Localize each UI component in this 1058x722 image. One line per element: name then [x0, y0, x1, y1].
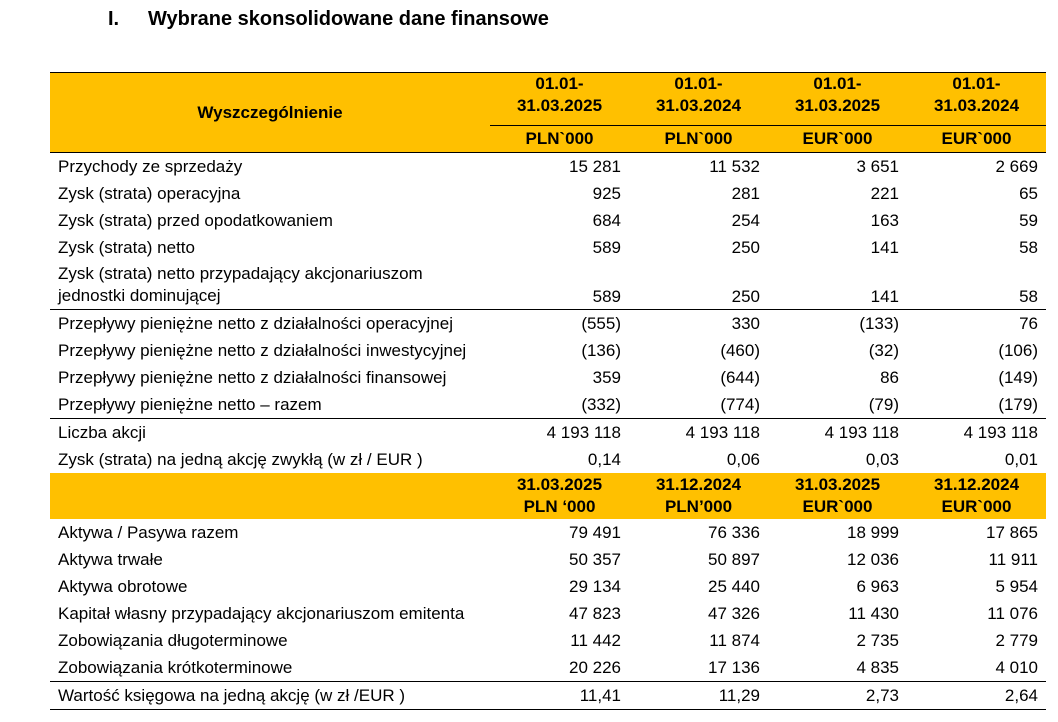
- subheader-date: 31.03.2025 EUR`000: [794, 475, 881, 516]
- table-row: [50, 153, 1046, 181]
- row-value: 11 442: [570, 630, 621, 650]
- row-value: (149): [998, 367, 1038, 387]
- table-row: [50, 310, 1046, 338]
- financial-data-table: [50, 72, 1046, 710]
- row-value: 589: [592, 287, 621, 306]
- row-value: 684: [592, 210, 621, 230]
- row-label: Kapitał własny przypadający akcjonariuszom emitenta: [58, 603, 465, 623]
- row-label: Wartość księgowa na jedną akcję (w zł /EUR ): [58, 685, 406, 705]
- table-row: [50, 600, 1046, 627]
- row-label: Przepływy pieniężne netto z działalności operacyjnej: [58, 313, 453, 333]
- row-value: (644): [720, 367, 760, 387]
- row-label: Zysk (strata) przed opodatkowaniem: [58, 210, 333, 230]
- column-unit: EUR`000: [768, 126, 907, 153]
- row-value: 47 823: [569, 603, 621, 623]
- row-value: (460): [720, 340, 760, 360]
- row-label: Liczba akcji: [58, 422, 146, 442]
- row-value: 250: [731, 287, 760, 306]
- table-row: [50, 391, 1046, 419]
- table-subheader-row: [50, 473, 1046, 519]
- row-value: 141: [870, 237, 899, 257]
- row-label: Zysk (strata) operacyjna: [58, 183, 241, 203]
- row-value: 141: [870, 287, 899, 306]
- row-value: 65: [1019, 183, 1038, 203]
- row-value: 11 532: [709, 156, 760, 176]
- row-value: 50 357: [569, 549, 621, 569]
- column-header-period: 01.01- 31.03.2025: [794, 74, 881, 115]
- row-value: 12 036: [847, 549, 899, 569]
- row-label: Zobowiązania krótkoterminowe: [58, 657, 293, 677]
- row-value: 11 911: [988, 549, 1038, 569]
- row-value: 3 651: [856, 156, 899, 176]
- column-unit: PLN`000: [629, 126, 768, 153]
- row-value: 4 193 118: [685, 422, 760, 442]
- row-value: 59: [1019, 210, 1038, 230]
- row-label: Zysk (strata) na jedną akcję zwykłą (w zł / EUR ): [58, 449, 423, 469]
- row-value: (133): [859, 313, 899, 333]
- table-row: [50, 364, 1046, 391]
- row-value: 925: [592, 183, 621, 203]
- column-header-period: 01.01- 31.03.2024: [933, 74, 1020, 115]
- row-label: Zysk (strata) netto: [58, 237, 195, 257]
- row-value: 0,03: [865, 449, 899, 469]
- row-value: 330: [731, 313, 760, 333]
- table-row: [50, 519, 1046, 546]
- row-value: 2,73: [865, 685, 899, 705]
- column-header-label: Wyszczególnienie: [197, 102, 343, 122]
- row-value: 11,29: [718, 685, 760, 705]
- table-row: [50, 546, 1046, 573]
- subheader-date: 31.12.2024 PLN’000: [655, 475, 742, 516]
- row-value: (106): [998, 340, 1038, 360]
- row-value: 5 954: [995, 576, 1038, 596]
- row-value: 11 076: [987, 603, 1038, 623]
- table-row: [50, 207, 1046, 234]
- table-row: [50, 337, 1046, 364]
- row-value: 254: [731, 210, 760, 230]
- row-value: (179): [998, 394, 1038, 414]
- section-heading: [108, 8, 549, 31]
- row-value: 0,14: [587, 449, 621, 469]
- row-label: Przychody ze sprzedaży: [58, 156, 243, 176]
- column-unit: PLN`000: [490, 126, 629, 153]
- row-label: Aktywa trwałe: [58, 549, 163, 569]
- table-row: [50, 573, 1046, 600]
- row-value: 281: [731, 183, 760, 203]
- table-header-row: [50, 73, 1046, 126]
- row-label: Zysk (strata) netto przypadający akcjonariuszom jednostki dominującej: [58, 264, 423, 305]
- row-value: 0,01: [1004, 449, 1038, 469]
- row-value: 47 326: [708, 603, 760, 623]
- row-value: 2 735: [856, 630, 899, 650]
- row-label: Przepływy pieniężne netto z działalności inwestycyjnej: [58, 340, 467, 360]
- row-value: 25 440: [708, 576, 760, 596]
- row-value: 17 865: [986, 522, 1038, 542]
- table-row: [50, 180, 1046, 207]
- section-number: I.: [108, 8, 120, 30]
- row-label: Aktywa / Pasywa razem: [58, 522, 239, 542]
- row-value: 17 136: [708, 657, 760, 677]
- table-row: [50, 627, 1046, 654]
- row-value: 4 193 118: [824, 422, 899, 442]
- row-value: 15 281: [569, 156, 621, 176]
- subheader-date: 31.12.2024 EUR`000: [933, 475, 1020, 516]
- column-unit: EUR`000: [907, 126, 1046, 153]
- row-value: 4 193 118: [546, 422, 621, 442]
- table-row: [50, 446, 1046, 473]
- row-value: 79 491: [569, 522, 621, 542]
- row-value: 2 669: [995, 156, 1038, 176]
- row-value: 163: [870, 210, 899, 230]
- row-value: (136): [581, 340, 621, 360]
- row-value: 4 193 118: [963, 422, 1038, 442]
- row-value: 18 999: [847, 522, 899, 542]
- row-value: 58: [1019, 237, 1038, 257]
- row-value: 2,64: [1004, 685, 1038, 705]
- row-value: 20 226: [569, 657, 621, 677]
- row-value: 221: [870, 183, 899, 203]
- row-value: 76 336: [708, 522, 760, 542]
- row-value: (774): [720, 394, 760, 414]
- row-value: 29 134: [569, 576, 621, 596]
- row-value: 86: [880, 367, 899, 387]
- row-value: 250: [731, 237, 760, 257]
- row-label: Przepływy pieniężne netto – razem: [58, 394, 322, 414]
- row-value: (79): [868, 394, 899, 414]
- row-value: 589: [592, 237, 621, 257]
- row-value: 50 897: [708, 549, 760, 569]
- row-label: Zobowiązania długoterminowe: [58, 630, 288, 650]
- row-value: 76: [1019, 313, 1038, 333]
- row-value: 4 010: [995, 657, 1038, 677]
- column-header-period: 01.01- 31.03.2025: [516, 74, 603, 115]
- row-value: (555): [581, 313, 621, 333]
- table-row: [50, 234, 1046, 261]
- row-value: 11 874: [709, 630, 760, 650]
- row-value: 6 963: [856, 576, 899, 596]
- row-value: (32): [868, 340, 899, 360]
- subheader-empty-cell: [50, 473, 490, 519]
- table-row: [50, 261, 1046, 310]
- column-header-period: 01.01- 31.03.2024: [655, 74, 742, 115]
- row-value: 11,41: [579, 685, 621, 705]
- row-value: 359: [592, 367, 621, 387]
- table-row: [50, 682, 1046, 710]
- table-row: [50, 419, 1046, 447]
- row-value: 58: [1019, 287, 1038, 306]
- row-value: 11 430: [848, 603, 899, 623]
- row-label: Aktywa obrotowe: [58, 576, 188, 596]
- row-value: 0,06: [726, 449, 760, 469]
- row-label: Przepływy pieniężne netto z działalności finansowej: [58, 367, 447, 387]
- subheader-date: 31.03.2025 PLN ‘000: [516, 475, 603, 516]
- row-value: (332): [581, 394, 621, 414]
- row-value: 2 779: [995, 630, 1038, 650]
- section-title: Wybrane skonsolidowane dane finansowe: [148, 8, 549, 30]
- row-value: 4 835: [856, 657, 899, 677]
- table-row: [50, 654, 1046, 682]
